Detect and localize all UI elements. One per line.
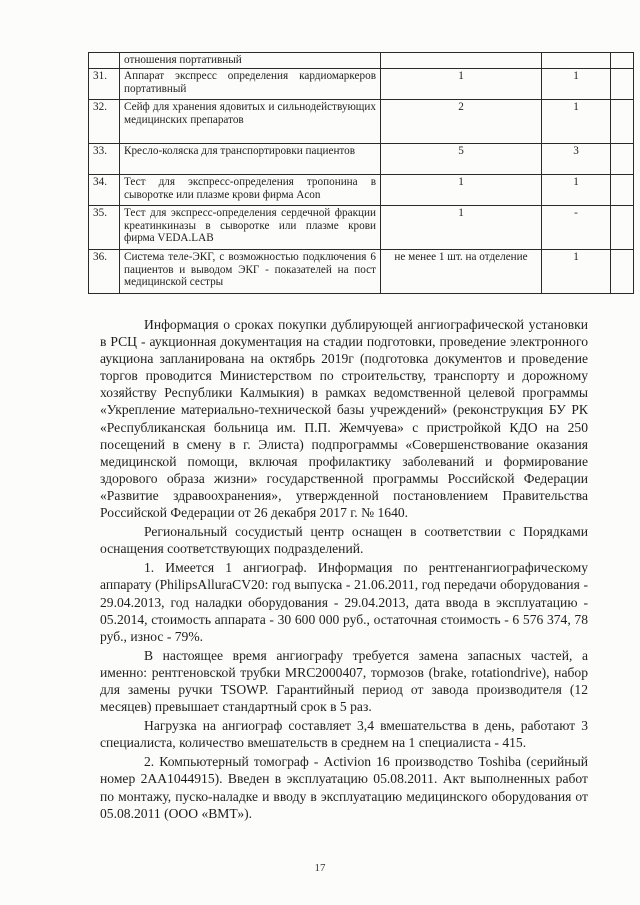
equipment-name: Аппарат экспресс определения кардиомаркеров портативный (120, 69, 381, 100)
table-row (89, 53, 634, 69)
equipment-name: Тест для экспресс-определения тропонина в сыворотке или плазме крови фирма Acon (120, 175, 381, 206)
required-quantity: 1 (381, 175, 542, 206)
table-row (89, 69, 634, 100)
extra-cell (611, 144, 634, 175)
extra-cell (611, 100, 634, 144)
available-quantity (542, 53, 611, 69)
available-quantity: 1 (542, 69, 611, 100)
available-quantity: 3 (542, 144, 611, 175)
table-row (89, 144, 634, 175)
table-row (89, 175, 634, 206)
available-quantity: - (542, 206, 611, 250)
equipment-name: Кресло-коляска для транспортировки пациентов (120, 144, 381, 175)
extra-cell (611, 69, 634, 100)
extra-cell (611, 206, 634, 250)
available-quantity: 1 (542, 250, 611, 294)
row-number (89, 53, 120, 69)
extra-cell (611, 175, 634, 206)
required-quantity: 1 (381, 206, 542, 250)
required-quantity: 1 (381, 69, 542, 100)
row-number: 31. (89, 69, 120, 100)
equipment-name: Сейф для хранения ядовитых и сильнодействующих медицинских препаратов (120, 100, 381, 144)
equipment-name: Система теле-ЭКГ, с возможностью подключения 6 пациентов и выводом ЭКГ - показателей на пост медицинской сестры (120, 250, 381, 294)
table-row (89, 206, 634, 250)
row-number: 34. (89, 175, 120, 206)
extra-cell (611, 250, 634, 294)
extra-cell (611, 53, 634, 69)
table-row (89, 100, 634, 144)
table-row (89, 250, 634, 294)
row-number: 33. (89, 144, 120, 175)
paragraph-vascular-center: Региональный сосудистый центр оснащен в соответствии с Порядками оснащения соответствующих подразделений. (100, 524, 588, 557)
paragraph-angiograph-info: 1. Имеется 1 ангиограф. Информация по рентгенангиографическому аппарату (PhilipsAlluraCV20: год выпуска - 21.06.2011, год передачи оборудования - 29.04.2013, год наладки оборудования - 29.04.2013, дата ввода в эксплуатацию - 05.2014, стоимость аппарата - 30 600 000 руб., остаточная стоимость - 6 576 374, 78 руб., износ - 79%. (100, 560, 588, 644)
equipment-name: отношения портативный (120, 53, 381, 69)
row-number: 35. (89, 206, 120, 250)
required-quantity: не менее 1 шт. на отделение (381, 250, 542, 294)
paragraph-angiography-purchase: Информация о сроках покупки дублирующей ангиографической установки в РСЦ - аукционная документация на стадии подготовки, проведение электронного аукциона запланирована на октябрь 2019г (подготовка документов и проведение торгов проводится Министерством по строительству, транспорту и дорожному хозяйству Республики Калмыкия) в рамках ведомственной целевой программы «Укрепление материально-технической базы учреждений» (реконструкция БУ РК «Республиканская больница им. П.П. Жемчуева» с пристройкой КДО на 250 посещений в смену в г. Элиста) подпрограммы «Совершенствование оказания медицинской помощи, включая профилактику заболеваний и формирование здорового образа жизни» государственной программы Российской Федерации «Развитие здравоохранения», утвержденной постановлением Правительства Российской Федерации от 26 декабря 2017 г. № 1640. (100, 317, 588, 521)
row-number: 36. (89, 250, 120, 294)
equipment-table-body (89, 53, 634, 294)
page-number: 17 (314, 862, 326, 874)
available-quantity: 1 (542, 175, 611, 206)
paragraph-angiograph-parts: В настоящее время ангиографу требуется замена запасных частей, а именно: рентгеновской трубки MRC2000407, тормозов (brake, rotationdrive), набор для замены ручки TSOWP. Гарантийный период от завода производителя (12 месяцев) превышает стандартный срок в 5 раз. (100, 647, 588, 715)
available-quantity: 1 (542, 100, 611, 144)
paragraph-ct-scanner: 2. Компьютерный томограф - Activion 16 производство Toshiba (серийный номер 2AA1044915). Введен в эксплуатацию 05.08.2011. Акт выполненных работ по монтажу, пуско-наладке и вводу в эксплуатацию медицинского оборудования от 05.08.2011 (ООО «ВМТ»). (100, 754, 588, 821)
paragraph-angiograph-load: Нагрузка на ангиограф составляет 3,4 вмешательства в день, работают 3 специалиста, количество вмешательств в среднем на 1 специалиста - 415. (100, 718, 588, 751)
required-quantity: 2 (381, 100, 542, 144)
required-quantity: 5 (381, 144, 542, 175)
document-body (100, 316, 588, 824)
equipment-table (88, 52, 634, 294)
equipment-name: Тест для экспресс-определения сердечной фракции креатинкиназы в сыворотке или плазме крови фирма VEDA.LAB (120, 206, 381, 250)
row-number: 32. (89, 100, 120, 144)
required-quantity (381, 53, 542, 69)
